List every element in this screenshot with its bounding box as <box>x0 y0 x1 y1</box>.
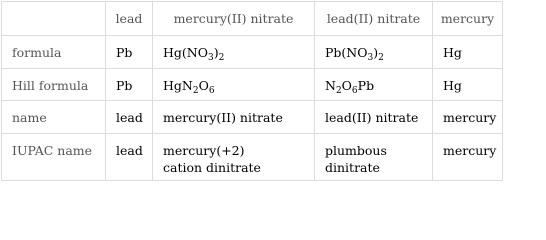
corner-cell <box>2 2 106 36</box>
table-cell: $Hg(NO_3)_2$ <box>153 36 315 69</box>
column-header-mercury: mercury <box>433 2 503 36</box>
comparison-table <box>1 1 503 181</box>
table-cell: $N_2O_6Pb$ <box>315 69 433 101</box>
row-header: name <box>2 101 106 134</box>
table-cell: mercury <box>433 101 503 134</box>
table-cell: $Pb(NO_3)_2$ <box>315 36 433 69</box>
table-row-iupac-name <box>2 134 503 181</box>
table-cell: plumbous dinitrate <box>315 134 433 181</box>
column-header-lead-ii-nitrate: lead(II) nitrate <box>315 2 433 36</box>
table-cell: Hg <box>433 36 503 69</box>
table-cell: Pb <box>106 36 153 69</box>
table-cell: mercury(+2) cation dinitrate <box>153 134 315 181</box>
row-header: Hill formula <box>2 69 106 101</box>
table-cell: Pb <box>106 69 153 101</box>
row-header: formula <box>2 36 106 69</box>
table-cell: Hg <box>433 69 503 101</box>
row-header: IUPAC name <box>2 134 106 181</box>
table-row-hill-formula <box>2 69 503 101</box>
column-header-mercury-ii-nitrate: mercury(II) nitrate <box>153 2 315 36</box>
table-cell: mercury <box>433 134 503 181</box>
header-row <box>2 2 503 36</box>
table-row-name <box>2 101 503 134</box>
table-cell: mercury(II) nitrate <box>153 101 315 134</box>
table-cell: lead <box>106 134 153 181</box>
table-row-formula <box>2 36 503 69</box>
table-cell: $HgN_2O_6$ <box>153 69 315 101</box>
column-header-lead: lead <box>106 2 153 36</box>
table-cell: lead <box>106 101 153 134</box>
table-cell: lead(II) nitrate <box>315 101 433 134</box>
